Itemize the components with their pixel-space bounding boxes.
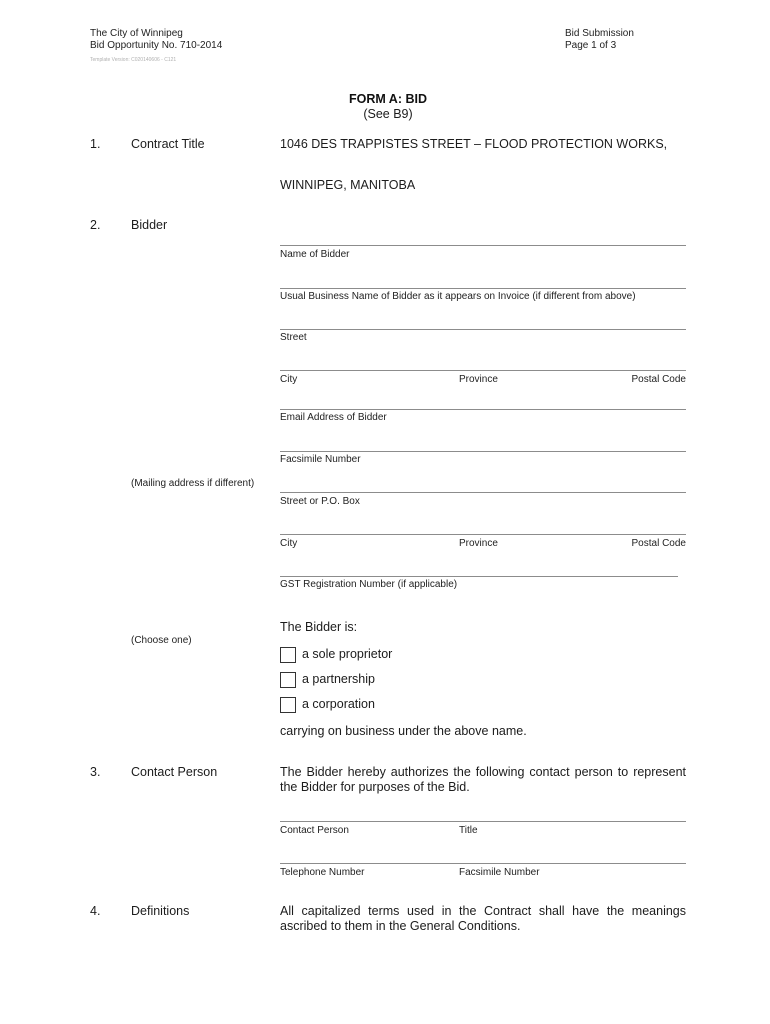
contact-facsimile-field[interactable] bbox=[459, 850, 686, 864]
bid-opportunity-number: Bid Opportunity No. 710-2014 bbox=[90, 40, 223, 51]
mailing-street-field[interactable] bbox=[280, 479, 686, 493]
corporation-label[interactable]: a corporation bbox=[302, 697, 375, 711]
postal-code-label: Postal Code bbox=[631, 374, 686, 385]
gst-registration-field[interactable] bbox=[280, 563, 678, 577]
section-number: 1. bbox=[90, 137, 101, 151]
definitions-text-line-2: ascribed to them in the General Conditions. bbox=[280, 919, 521, 933]
partnership-checkbox[interactable] bbox=[280, 672, 296, 688]
choose-one-note: (Choose one) bbox=[131, 635, 192, 646]
document-type: Bid Submission bbox=[565, 28, 634, 39]
contact-person-field[interactable] bbox=[280, 808, 459, 822]
corporation-checkbox[interactable] bbox=[280, 697, 296, 713]
postal-code-field[interactable] bbox=[600, 357, 686, 371]
city-field[interactable] bbox=[280, 357, 459, 371]
usual-business-name-field[interactable] bbox=[280, 275, 686, 289]
name-of-bidder-field[interactable] bbox=[280, 232, 686, 246]
contact-person-label: Contact Person bbox=[280, 825, 349, 836]
section-label: Contract Title bbox=[131, 137, 205, 151]
contact-telephone-field[interactable] bbox=[280, 850, 459, 864]
sole-proprietor-checkbox[interactable] bbox=[280, 647, 296, 663]
gst-registration-label: GST Registration Number (if applicable) bbox=[280, 579, 458, 590]
mailing-address-note: (Mailing address if different) bbox=[131, 478, 255, 489]
contact-title-field[interactable] bbox=[459, 808, 686, 822]
definitions-text-line-1: All capitalized terms used in the Contract shall have the meanings bbox=[280, 904, 686, 918]
bidder-type-intro: The Bidder is: bbox=[280, 620, 358, 634]
mailing-street-label: Street or P.O. Box bbox=[280, 496, 360, 507]
template-version: Template Version: C020140606 - C121 bbox=[90, 57, 177, 63]
section-number: 4. bbox=[90, 904, 101, 918]
contract-title-line-2: WINNIPEG, MANITOBA bbox=[280, 178, 416, 192]
mailing-postal-code-label: Postal Code bbox=[631, 538, 686, 549]
street-label: Street bbox=[280, 332, 307, 343]
street-field[interactable] bbox=[280, 316, 686, 330]
email-label: Email Address of Bidder bbox=[280, 412, 387, 423]
organization-name: The City of Winnipeg bbox=[90, 28, 183, 39]
section-number: 3. bbox=[90, 765, 101, 779]
section-label: Contact Person bbox=[131, 765, 218, 779]
facsimile-field[interactable] bbox=[280, 438, 686, 452]
mailing-city-label: City bbox=[280, 538, 298, 549]
contact-authorization-line-1: The Bidder hereby authorizes the following contact person to represent bbox=[280, 765, 686, 779]
contact-authorization-line-2: the Bidder for purposes of the Bid. bbox=[280, 780, 470, 794]
section-label: Definitions bbox=[131, 904, 190, 918]
email-field[interactable] bbox=[280, 396, 686, 410]
partnership-label[interactable]: a partnership bbox=[302, 672, 375, 686]
sole-proprietor-label[interactable]: a sole proprietor bbox=[302, 647, 393, 661]
usual-business-name-label: Usual Business Name of Bidder as it appears on Invoice (if different from above) bbox=[280, 291, 636, 302]
bidder-type-closing: carrying on business under the above name. bbox=[280, 724, 527, 738]
city-label: City bbox=[280, 374, 298, 385]
page-indicator: Page 1 of 3 bbox=[565, 40, 617, 51]
contact-telephone-label: Telephone Number bbox=[280, 867, 365, 878]
mailing-postal-code-field[interactable] bbox=[600, 521, 686, 535]
province-field[interactable] bbox=[459, 357, 600, 371]
section-label: Bidder bbox=[131, 218, 168, 232]
province-label: Province bbox=[459, 374, 498, 385]
facsimile-label: Facsimile Number bbox=[280, 454, 361, 465]
name-of-bidder-label: Name of Bidder bbox=[280, 249, 350, 260]
contact-facsimile-label: Facsimile Number bbox=[459, 867, 540, 878]
contract-title-line-1: 1046 DES TRAPPISTES STREET – FLOOD PROTECTION WORKS, bbox=[280, 137, 668, 151]
mailing-province-label: Province bbox=[459, 538, 498, 549]
section-number: 2. bbox=[90, 218, 101, 232]
form-title: FORM A: BID bbox=[349, 92, 427, 106]
form-reference: (See B9) bbox=[363, 107, 413, 121]
mailing-city-field[interactable] bbox=[280, 521, 459, 535]
contact-title-label: Title bbox=[459, 825, 478, 836]
mailing-province-field[interactable] bbox=[459, 521, 600, 535]
